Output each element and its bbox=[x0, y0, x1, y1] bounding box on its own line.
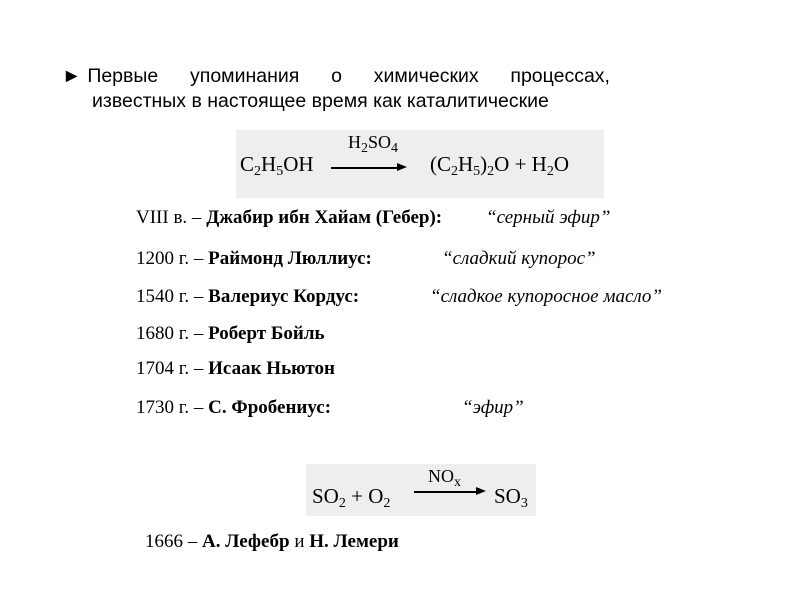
heading-word: о bbox=[331, 65, 342, 87]
history-entry: 1680 г. – Роберт Бойль bbox=[136, 323, 325, 344]
heading bbox=[62, 64, 610, 114]
reaction-ethanol-to-ether bbox=[236, 130, 604, 198]
reactant-ethanol: $C_2H_5OH$ bbox=[240, 152, 314, 179]
heading-word: ► Первые bbox=[62, 65, 159, 87]
reaction-arrow-icon bbox=[397, 163, 407, 171]
heading-word: упоминания bbox=[190, 65, 300, 87]
heading-line-1 bbox=[62, 64, 610, 89]
catalyst-nox: $NO_x$ bbox=[428, 466, 461, 490]
reaction-arrow-shaft bbox=[331, 167, 399, 169]
product-ether-water: $(C_2H_5)_2O + H_2O$ bbox=[430, 152, 570, 179]
product-so3: $SO_3$ bbox=[494, 484, 528, 511]
history-entry: 1540 г. – Валериус Кордус: “сладкое купоросное масло” bbox=[136, 286, 662, 307]
heading-line-2: известных в настоящее время как каталитические bbox=[92, 90, 549, 112]
bullet-arrow-icon: ► bbox=[62, 65, 82, 87]
heading-word: процессах, bbox=[510, 65, 610, 87]
catalyst-h2so4: $H_2SO_4$ bbox=[348, 132, 399, 156]
heading-word: химических bbox=[373, 65, 479, 87]
history-entry: 1704 г. – Исаак Ньютон bbox=[136, 358, 335, 379]
history-entry: 1730 г. – С. Фробениус: “эфир” bbox=[136, 397, 524, 418]
reaction-arrow-icon bbox=[476, 487, 486, 495]
discovery-note: 1666 – А. Лефебр и Н. Лемери bbox=[145, 531, 399, 552]
history-entry: 1200 г. – Раймонд Люллиус: “сладкий купорос” bbox=[136, 248, 596, 269]
reaction-arrow-shaft bbox=[414, 491, 478, 493]
reactant-so2-o2: $SO_2 + O_2$ bbox=[312, 484, 391, 511]
reaction-so2-oxidation bbox=[306, 464, 536, 516]
history-entry: VIII в. – Джабир ибн Хайам (Гебер): “серный эфир” bbox=[136, 207, 611, 228]
